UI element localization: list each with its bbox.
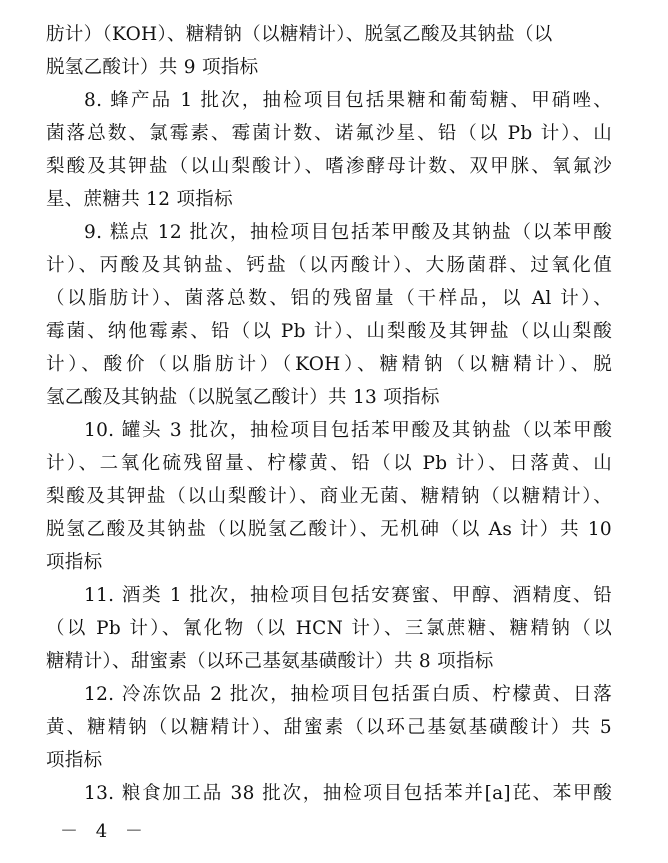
text-line: 计）、二氧化硫残留量、柠檬黄、铅（以 Pb 计）、日落黄、山 (46, 452, 612, 474)
text-line: 菌落总数、氯霉素、霉菌计数、诺氟沙星、铅（以 Pb 计）、山 (46, 122, 612, 144)
text-line: 11. 酒类 1 批次，抽检项目包括安赛蜜、甲醇、酒精度、铅 (84, 584, 612, 606)
text-line: 12. 冷冻饮品 2 批次，抽检项目包括蛋白质、柠檬黄、日落 (84, 683, 612, 705)
text-line: （以脂肪计）、菌落总数、铝的残留量（干样品，以 Al 计）、 (46, 287, 612, 309)
text-line: 项指标 (46, 551, 103, 573)
text-line: 糖精计）、甜蜜素（以环己基氨基磺酸计）共 8 项指标 (46, 650, 494, 672)
text-line: 梨酸及其钾盐（以山梨酸计）、嗜渗酵母计数、双甲脒、氧氟沙 (46, 155, 612, 177)
text-line: 黄、糖精钠（以糖精计）、甜蜜素（以环己基氨基磺酸计）共 5 (46, 716, 612, 738)
text-line: 霉菌、纳他霉素、铅（以 Pb 计）、山梨酸及其钾盐（以山梨酸 (46, 320, 612, 342)
text-line: 脱氢乙酸计）共 9 项指标 (46, 56, 259, 78)
text-line: 10. 罐头 3 批次，抽检项目包括苯甲酸及其钠盐（以苯甲酸 (84, 419, 612, 441)
text-line: 星、蔗糖共 12 项指标 (46, 188, 233, 210)
text-line: 氢乙酸及其钠盐（以脱氢乙酸计）共 13 项指标 (46, 386, 440, 408)
text-line: 肪计）（KOH）、糖精钠（以糖精计）、脱氢乙酸及其钠盐（以 (46, 23, 553, 45)
text-line: 脱氢乙酸及其钠盐（以脱氢乙酸计）、无机砷（以 As 计）共 10 (46, 518, 612, 540)
text-line: 计）、丙酸及其钠盐、钙盐（以丙酸计）、大肠菌群、过氧化值 (46, 254, 612, 276)
text-line: 梨酸及其钾盐（以山梨酸计）、商业无菌、糖精钠（以糖精计）、 (46, 485, 612, 507)
text-line: （以 Pb 计）、氰化物（以 HCN 计）、三氯蔗糖、糖精钠（以 (46, 617, 612, 639)
page-number: － 4 － (60, 821, 149, 842)
text-line: 8. 蜂产品 1 批次，抽检项目包括果糖和葡萄糖、甲硝唑、 (84, 89, 612, 111)
text-line: 9. 糕点 12 批次，抽检项目包括苯甲酸及其钠盐（以苯甲酸 (84, 221, 612, 243)
text-line: 13. 粮食加工品 38 批次，抽检项目包括苯并[a]芘、苯甲酸 (84, 782, 612, 804)
text-line: 计）、酸价（以脂肪计）（KOH）、糖精钠（以糖精计）、脱 (46, 353, 612, 375)
text-line: 项指标 (46, 749, 103, 771)
